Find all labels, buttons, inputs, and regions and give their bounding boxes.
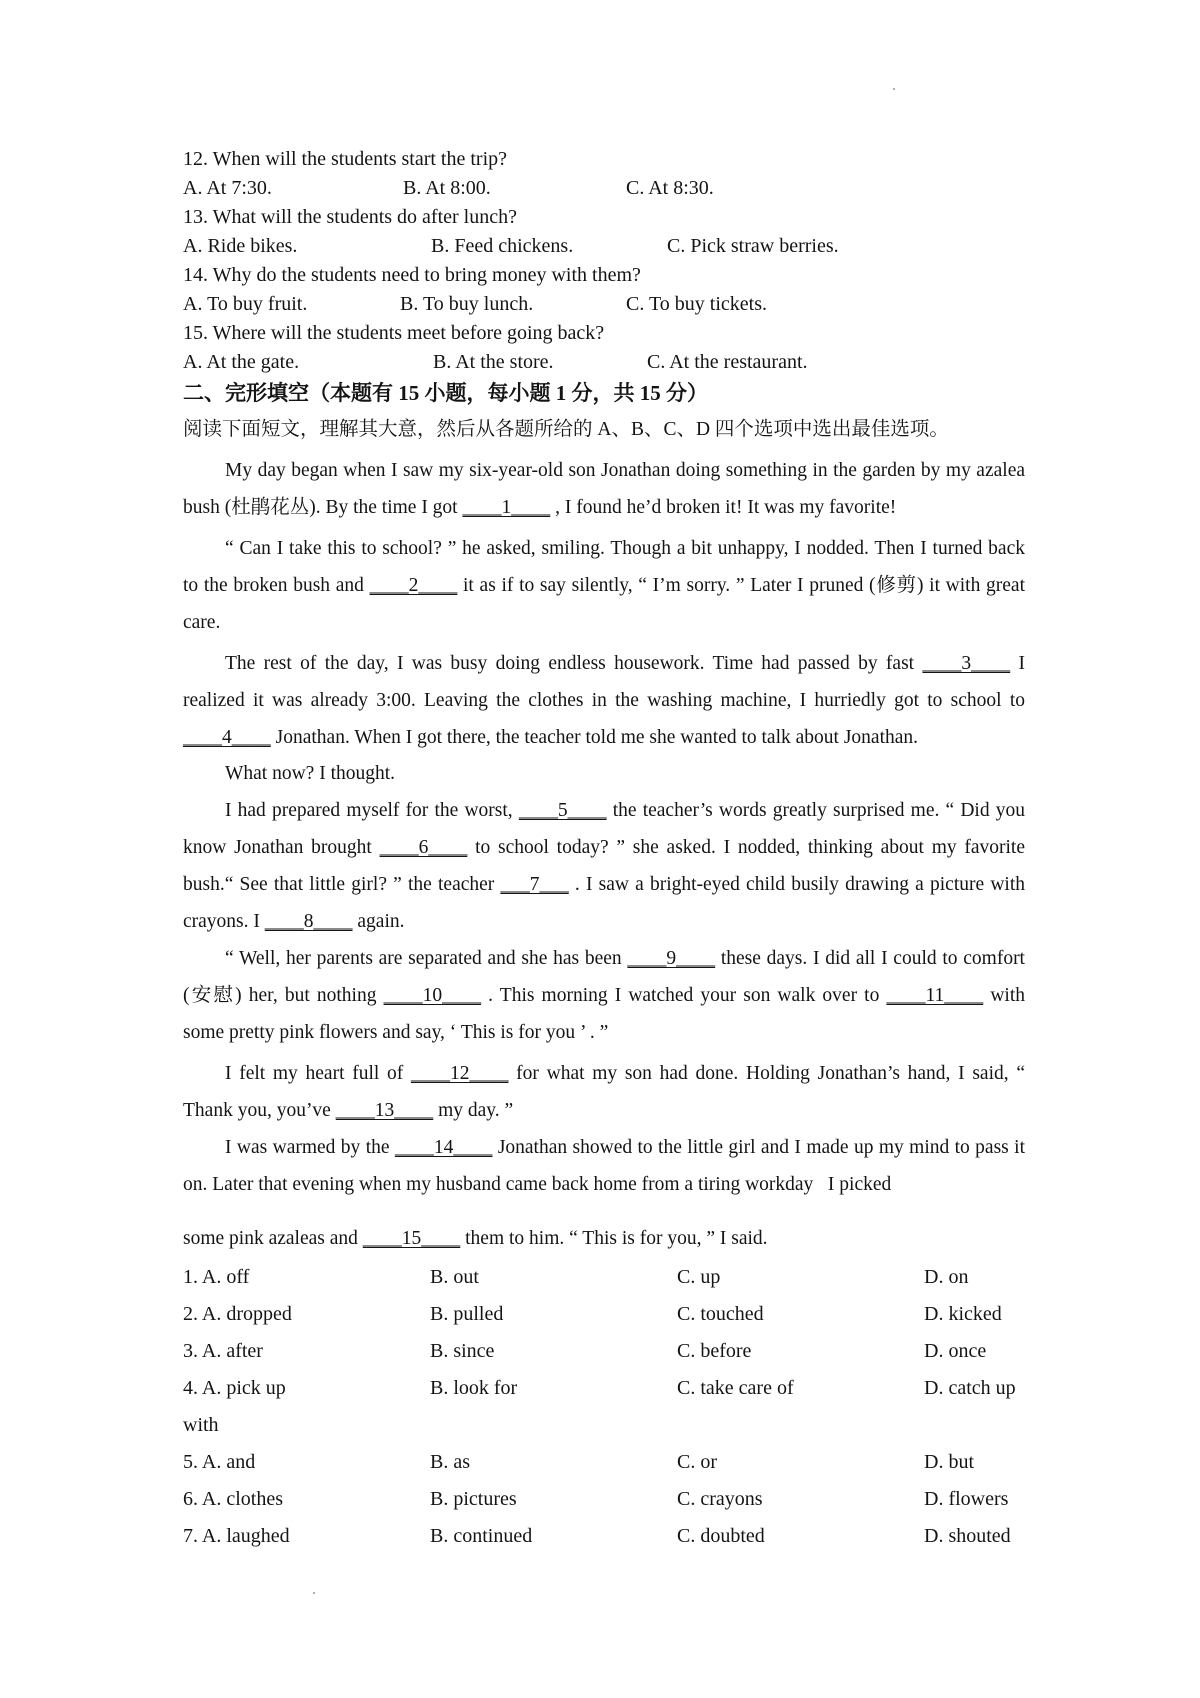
options-row-4-wrap [183, 1413, 1043, 1437]
option-a: 1. A. off [183, 1266, 250, 1288]
blank-12: ____12____ [410, 1063, 509, 1084]
passage-paragraph-9 [183, 1220, 1025, 1257]
blank-11: ____11____ [886, 985, 984, 1006]
passage-paragraph-2 [183, 530, 1025, 641]
passage-text: with some pretty pink flowers and say, ‘ This is for you ’ . ” [183, 985, 1026, 1043]
blank-6: ____6____ [379, 837, 468, 858]
passage-paragraph-7 [183, 1055, 1025, 1129]
options-row-5 [183, 1450, 1043, 1474]
passage-text: . This morning I watched your son walk over to [481, 985, 887, 1006]
passage-text: my day. ” [433, 1100, 514, 1121]
q12-option-a: A. At 7:30. [183, 177, 272, 199]
passage-text: I felt my heart full of [225, 1063, 411, 1084]
blank-7: ___7___ [500, 874, 569, 895]
passage-text: Jonathan. When I got there, the teacher told me she wanted to talk about Jonathan. [270, 727, 919, 748]
option-b: B. pictures [430, 1488, 517, 1510]
blank-13: ____13____ [335, 1100, 434, 1121]
passage-text: I realized it was already 3:00. Leaving the clothes in the washing machine, I hurriedly got to school to [183, 653, 1025, 711]
option-b: B. pulled [430, 1303, 504, 1325]
passage-text: The rest of the day, I was busy doing endless housework. Time had passed by fast [225, 653, 923, 674]
passage-text: . I saw a bright-eyed child busily drawing a picture with crayons. I [183, 874, 1025, 932]
passage-paragraph-8 [183, 1129, 1025, 1203]
q15-option-a: A. At the gate. [183, 351, 300, 373]
blank-15: ____15____ [362, 1228, 461, 1249]
question-12: 12. When will the students start the trip? [183, 148, 508, 170]
options-row-6 [183, 1487, 1043, 1511]
scan-speck [893, 88, 895, 90]
blank-5: ____5____ [518, 800, 607, 821]
passage-text: to school today? ” she asked. I nodded, thinking about my favorite bush.“ See that little girl? ” the teacher [183, 837, 1025, 895]
passage-text: the teacher’s words greatly surprised me. “ Did you know Jonathan brought [183, 800, 1025, 858]
option-a: 3. A. after [183, 1340, 263, 1362]
q15-option-c: C. At the restaurant. [647, 351, 808, 373]
option-c: C. crayons [677, 1488, 763, 1510]
scan-speck [313, 1592, 315, 1594]
question-13: 13. What will the students do after lunch? [183, 206, 517, 228]
passage-text: some pink azaleas and [183, 1228, 363, 1249]
q12-option-b: B. At 8:00. [403, 177, 491, 199]
q14-option-c: C. To buy tickets. [626, 293, 768, 315]
section-instruction: 阅读下面短文，理解其大意，然后从各题所给的 A、B、C、D 四个选项中选出最佳选项。 [183, 419, 949, 440]
option-b: B. continued [430, 1525, 533, 1547]
passage-text: I had prepared myself for the worst, [225, 800, 519, 821]
passage-text: “ Well, her parents are separated and she has been [225, 948, 628, 969]
passage-text: them to him. “ This is for you, ” I said. [460, 1228, 768, 1249]
option-d: D. on [924, 1266, 969, 1288]
passage-paragraph-1 [183, 452, 1025, 526]
option-d-continued: with [183, 1414, 219, 1436]
passage-text: it as if to say silently, “ I’m sorry. ” Later I pruned (修剪) it with great care. [183, 575, 1026, 633]
blank-9: ____9____ [627, 948, 716, 969]
option-d: D. once [924, 1340, 987, 1362]
options-row-2 [183, 1302, 1043, 1326]
option-d: D. kicked [924, 1303, 1002, 1325]
option-b: B. out [430, 1266, 479, 1288]
passage-text: again. [352, 911, 405, 932]
passage-paragraph-4: What now? I thought. [225, 763, 396, 784]
q13-option-a: A. Ride bikes. [183, 235, 298, 257]
option-c: C. doubted [677, 1525, 765, 1547]
option-b: B. look for [430, 1377, 518, 1399]
passage-text: these days. I did all I could to comfort (安慰) her, but nothing [183, 948, 1025, 1006]
question-14: 14. Why do the students need to bring money with them? [183, 264, 641, 286]
passage-paragraph-5 [183, 792, 1025, 940]
passage-text: I was warmed by the [225, 1137, 395, 1158]
blank-1: ____1____ [462, 497, 551, 518]
option-a: 4. A. pick up [183, 1377, 286, 1399]
option-a: 6. A. clothes [183, 1488, 283, 1510]
passage-text: Jonathan showed to the little girl and I made up my mind to pass it on. Later that evening when my husband came back home from a tiring workday I picked [183, 1137, 1025, 1195]
q14-option-b: B. To buy lunch. [400, 293, 534, 315]
section-heading: 二、完形填空（本题有 15 小题，每小题 1 分，共 15 分） [183, 381, 708, 405]
passage-text: My day began when I saw my six-year-old son Jonathan doing something in the garden by my azalea bush (杜鹃花丛). By the time I got [183, 460, 1025, 518]
q15-option-b: B. At the store. [433, 351, 554, 373]
option-c: C. up [677, 1266, 721, 1288]
options-row-7 [183, 1524, 1043, 1548]
passage-text: “ Can I take this to school? ” he asked, smiling. Though a bit unhappy, I nodded. Then I turned back to the broken bush and [183, 538, 1025, 596]
blank-10: ____10____ [383, 985, 482, 1006]
passage-text: , I found he’d broken it! It was my favorite! [550, 497, 897, 518]
passage-paragraph-3 [183, 645, 1025, 756]
blank-8: ____8____ [264, 911, 353, 932]
options-row-1 [183, 1265, 1043, 1289]
option-d: D. catch up [924, 1377, 1016, 1399]
option-a: 7. A. laughed [183, 1525, 290, 1547]
option-b: B. as [430, 1451, 470, 1473]
options-row-3 [183, 1339, 1043, 1363]
option-c: C. touched [677, 1303, 764, 1325]
option-a: 5. A. and [183, 1451, 256, 1473]
option-c: C. take care of [677, 1377, 794, 1399]
options-row-4 [183, 1376, 1043, 1400]
option-c: C. before [677, 1340, 752, 1362]
q13-option-c: C. Pick straw berries. [667, 235, 839, 257]
option-d: D. but [924, 1451, 974, 1473]
blank-3: ____3____ [922, 653, 1011, 674]
option-c: C. or [677, 1451, 717, 1473]
passage-paragraph-6 [183, 940, 1025, 1051]
blank-14: ____14____ [394, 1137, 493, 1158]
blank-2: ____2____ [369, 575, 458, 596]
q12-option-c: C. At 8:30. [626, 177, 714, 199]
option-b: B. since [430, 1340, 495, 1362]
option-a: 2. A. dropped [183, 1303, 292, 1325]
option-d: D. shouted [924, 1525, 1011, 1547]
q14-option-a: A. To buy fruit. [183, 293, 308, 315]
option-d: D. flowers [924, 1488, 1009, 1510]
passage-text: for what my son had done. Holding Jonathan’s hand, I said, “ Thank you, you’ve [183, 1063, 1025, 1121]
blank-4: ____4____ [183, 727, 271, 748]
q13-option-b: B. Feed chickens. [431, 235, 574, 257]
question-15: 15. Where will the students meet before going back? [183, 322, 605, 344]
